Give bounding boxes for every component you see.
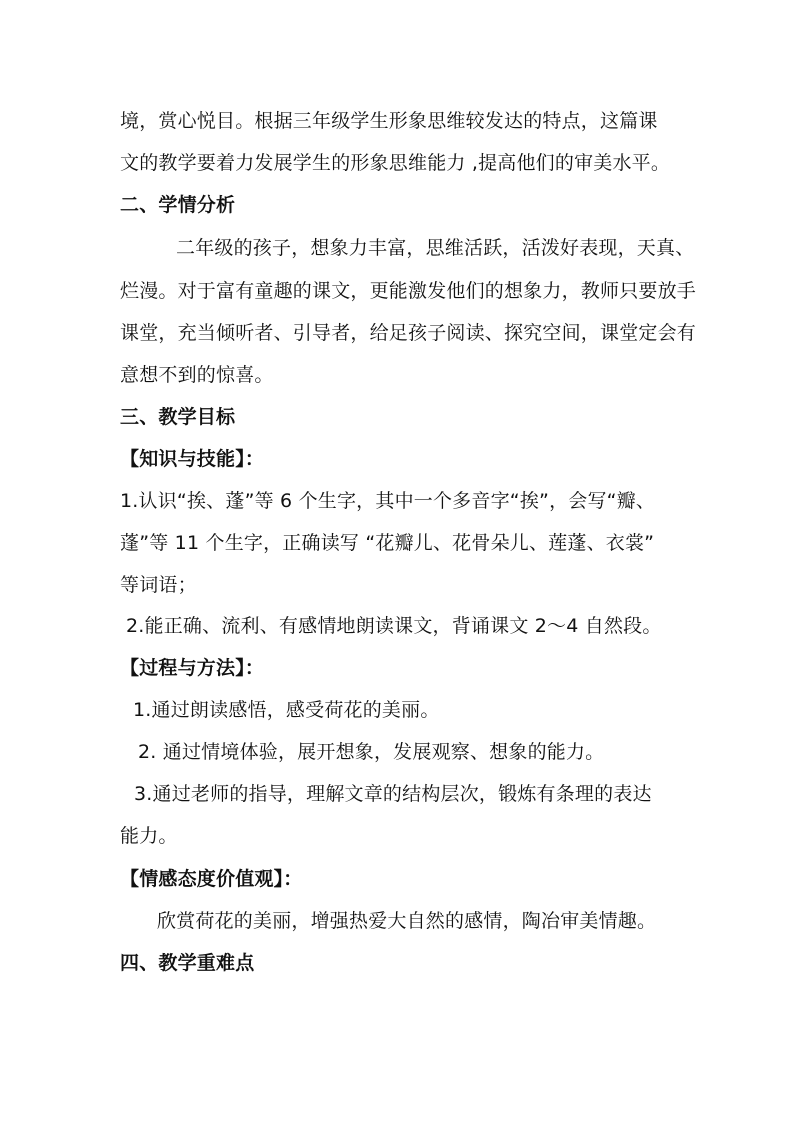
- section-heading: 四、教学重难点: [120, 952, 255, 974]
- subsection-heading: 【知识与技能】：: [120, 448, 265, 470]
- paragraph-line: 1.认识“挨、蓬”等 6 个生字，其中一个多音字“挨”，会写“瓣、: [120, 490, 656, 512]
- paragraph-line: 二年级的孩子，想象力丰富，思维活跃，活泼好表现，天真、: [176, 237, 695, 259]
- section-heading: 三、教学目标: [120, 406, 236, 428]
- subsection-heading: 【情感态度价值观】：: [120, 868, 303, 890]
- paragraph-line: 烂漫。对于富有童趣的课文，更能激发他们的想象力，教师只要放手: [120, 280, 697, 302]
- paragraph-line: 等词语；: [120, 574, 197, 596]
- paragraph-line: 境，赏心悦目。根据三年级学生形象思维较发达的特点，这篇课: [120, 110, 658, 132]
- paragraph-line: 意想不到的惊喜。: [120, 364, 274, 386]
- paragraph-line: 2. 通过情境体验，展开想象，发展观察、想象的能力。: [138, 741, 605, 763]
- paragraph-line: 2.能正确、流利、有感情地朗读课文，背诵课文 2～4 自然段。: [126, 615, 662, 637]
- section-heading: 二、学情分析: [120, 194, 236, 216]
- paragraph-line: 1.通过朗读感悟，感受荷花的美丽。: [133, 699, 440, 721]
- paragraph-line: 文的教学要着力发展学生的形象思维能力 ,提高他们的审美水平。: [120, 152, 671, 174]
- paragraph-line: 蓬”等 11 个生字，正确读写 “花瓣儿、花骨朵儿、莲蓬、衣裳”: [120, 532, 655, 554]
- paragraph-line: 能力。: [120, 825, 178, 847]
- paragraph-line: 课堂，充当倾听者、引导者，给足孩子阅读、探究空间，课堂定会有: [120, 322, 697, 344]
- paragraph-line: 欣赏荷花的美丽，增强热爱大自然的感情，陶冶审美情趣。: [157, 910, 657, 932]
- paragraph-line: 3.通过老师的指导，理解文章的结构层次，锻炼有条理的表达: [134, 783, 652, 805]
- subsection-heading: 【过程与方法】：: [120, 657, 265, 679]
